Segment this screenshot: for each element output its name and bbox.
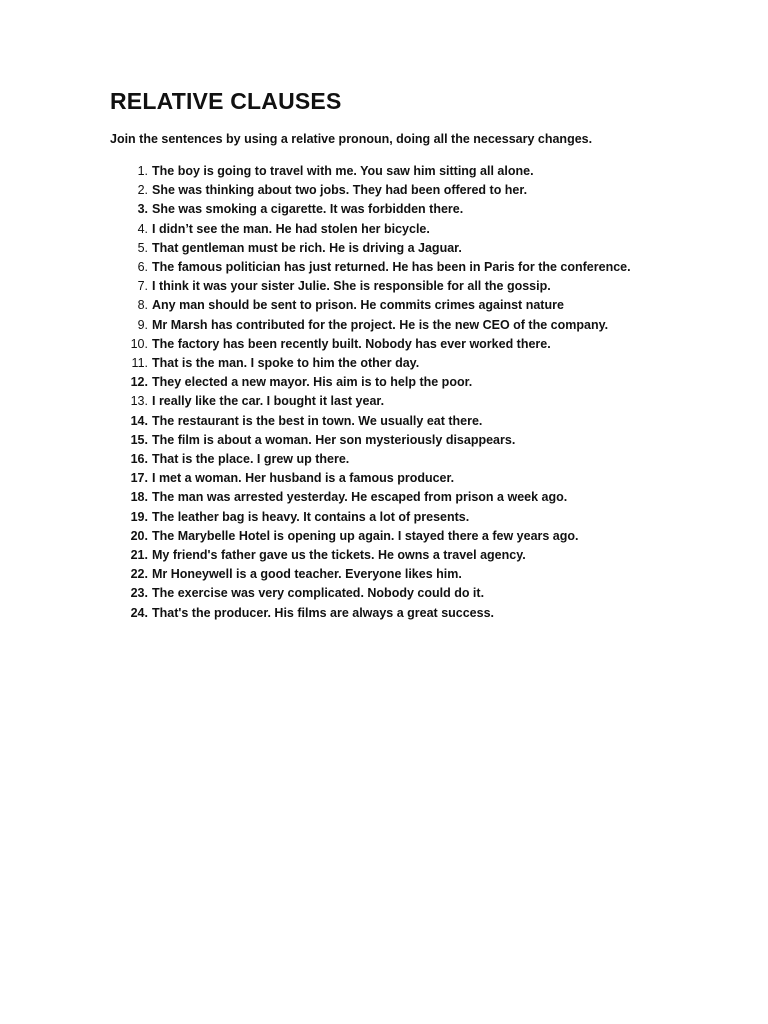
item-text: That is the place. I grew up there. — [152, 452, 350, 467]
item-text: Any man should be sent to prison. He commits crimes against nature — [152, 298, 564, 313]
exercise-list — [110, 162, 670, 623]
item-number: 18. — [130, 490, 148, 505]
item-text: I think it was your sister Julie. She is responsible for all the gossip. — [152, 279, 551, 294]
item-number: 1. — [137, 164, 148, 178]
list-item — [110, 527, 670, 546]
item-text: They elected a new mayor. His aim is to help the poor. — [152, 375, 473, 390]
item-text: Mr Marsh has contributed for the project. He is the new CEO of the company. — [152, 317, 609, 332]
item-text: That gentleman must be rich. He is driving a Jaguar. — [152, 240, 462, 255]
list-item — [110, 296, 670, 315]
item-number: 8. — [137, 298, 148, 313]
item-text: The factory has been recently built. Nobody has ever worked there. — [152, 336, 551, 351]
item-text: She was thinking about two jobs. They had been offered to her. — [152, 183, 528, 198]
list-item — [110, 162, 670, 181]
item-number: 21. — [130, 548, 148, 563]
item-number: 3. — [137, 202, 148, 217]
list-item — [110, 412, 670, 431]
list-item — [110, 565, 670, 584]
item-number: 6. — [137, 260, 148, 275]
item-number: 13. — [130, 394, 148, 409]
item-text: Mr Honeywell is a good teacher. Everyone likes him. — [152, 567, 462, 582]
item-number: 22. — [130, 567, 148, 582]
document-title: RELATIVE CLAUSES — [110, 88, 342, 114]
item-text: The man was arrested yesterday. He escaped from prison a week ago. — [152, 490, 568, 505]
item-text: My friend's father gave us the tickets. He owns a travel agency. — [152, 548, 526, 563]
item-text: I really like the car. I bought it last year. — [152, 394, 385, 409]
list-item — [110, 392, 670, 411]
item-number: 23. — [130, 586, 148, 601]
item-text: She was smoking a cigarette. It was forbidden there. — [152, 202, 464, 217]
item-text: The restaurant is the best in town. We usually eat there. — [152, 413, 483, 428]
list-item — [110, 200, 670, 219]
list-item — [110, 431, 670, 450]
item-number: 14. — [130, 413, 148, 428]
list-item — [110, 604, 670, 623]
item-number: 12. — [130, 375, 148, 390]
item-text: The Marybelle Hotel is opening up again. I stayed there a few years ago. — [152, 528, 579, 543]
item-number: 16. — [130, 452, 148, 467]
item-number: 11. — [131, 356, 148, 371]
list-item — [110, 469, 670, 488]
list-item — [110, 508, 670, 527]
list-item — [110, 373, 670, 392]
item-text: The film is about a woman. Her son mysteriously disappears. — [152, 432, 516, 447]
item-number: 4. — [137, 221, 148, 236]
list-item — [110, 488, 670, 507]
list-item — [110, 181, 670, 200]
exercise-instruction: Join the sentences by using a relative pronoun, doing all the necessary changes. — [110, 132, 593, 146]
item-number: 20. — [130, 528, 148, 543]
item-number: 24. — [130, 605, 148, 620]
list-item — [110, 584, 670, 603]
list-item — [110, 258, 670, 277]
list-item — [110, 335, 670, 354]
list-item — [110, 316, 670, 335]
list-item — [110, 239, 670, 258]
list-item — [110, 220, 670, 239]
item-text: The exercise was very complicated. Nobody could do it. — [152, 586, 485, 601]
item-text: That's the producer. His films are always a great success. — [152, 605, 495, 620]
list-item — [110, 277, 670, 296]
item-number: 7. — [137, 279, 148, 294]
item-text: The leather bag is heavy. It contains a lot of presents. — [152, 509, 470, 524]
item-text: The famous politician has just returned. He has been in Paris for the conference. — [152, 260, 631, 275]
item-number: 19. — [130, 509, 148, 524]
list-item — [110, 546, 670, 565]
item-number: 15. — [130, 432, 148, 447]
item-text: The boy is going to travel with me. You saw him sitting all alone. — [152, 164, 534, 178]
list-item — [110, 450, 670, 469]
item-number: 10. — [130, 336, 148, 351]
item-number: 9. — [137, 317, 148, 332]
item-number: 5. — [137, 240, 148, 255]
item-text: I met a woman. Her husband is a famous producer. — [152, 471, 455, 486]
list-item — [110, 354, 670, 373]
item-number: 2. — [137, 183, 148, 198]
item-text: That is the man. I spoke to him the other day. — [152, 356, 420, 371]
item-number: 17. — [130, 471, 148, 486]
item-text: I didn’t see the man. He had stolen her bicycle. — [152, 221, 430, 236]
